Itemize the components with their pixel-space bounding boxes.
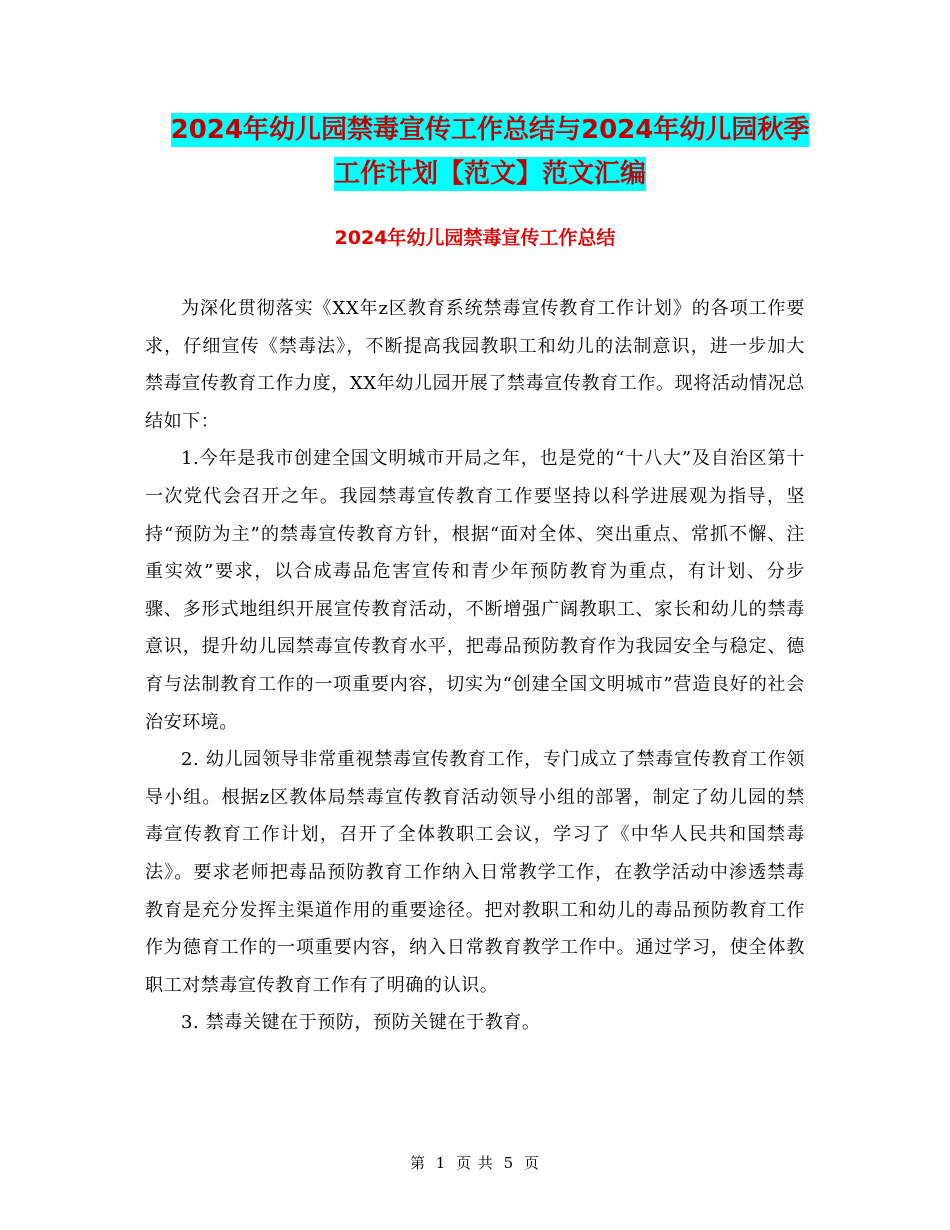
footer-total-pages: 5 bbox=[503, 1154, 515, 1172]
footer-middle: 页 共 bbox=[456, 1154, 494, 1172]
section-title: 2024年幼儿园禁毒宣传工作总结 bbox=[334, 227, 616, 249]
document-title-line-1: 2024年幼儿园禁毒宣传工作总结与2024年幼儿园秋季 bbox=[170, 115, 810, 145]
footer-prefix: 第 bbox=[409, 1154, 426, 1172]
paragraph-1: 1.今年是我市创建全国文明城市开局之年，也是党的“十八大”及自治区第十一次党代会召开之年。我园禁毒宣传教育工作要坚持以科学进展观为指导，坚持“预防为主”的禁毒宣传教育方针，根据“面对全体、突出重点、常抓不懈、注重实效”要求，以合成毒品危害宣传和青少年预防教育为重点，有计划、分步骤、多形式地组织开展宣传教育活动，不断增强广阔教职工、家长和幼儿的禁毒意识，提升幼儿园禁毒宣传教育水平，把毒品预防教育作为我园安全与稳定、德育与法制教育工作的一项重要内容，切实为“创建全国文明城市”营造良好的社会治安环境。 bbox=[145, 448, 805, 733]
document-title-line-2: 工作计划【范文】范文汇编 bbox=[333, 159, 646, 189]
paragraph-3: 3. 禁毒关键在于预防，预防关键在于教育。 bbox=[181, 1012, 541, 1034]
footer-suffix: 页 bbox=[524, 1154, 541, 1172]
document-body bbox=[145, 290, 805, 1042]
footer-page-number: 1 bbox=[435, 1154, 447, 1172]
page-footer bbox=[0, 1152, 950, 1173]
paragraph-intro: 为深化贯彻落实《XX年z区教育系统禁毒宣传教育工作计划》的各项工作要求，仔细宣传《禁毒法》，不断提高我园教职工和幼儿的法制意识，进一步加大禁毒宣传教育工作力度，XX年幼儿园开展了禁毒宣传教育工作。现将活动情况总结如下： bbox=[145, 298, 805, 432]
document-title bbox=[140, 108, 840, 196]
paragraph-2: 2. 幼儿园领导非常重视禁毒宣传教育工作，专门成立了禁毒宣传教育工作领导小组。根据z区教体局禁毒宣传教育活动领导小组的部署，制定了幼儿园的禁毒宣传教育工作计划，召开了全体教职工会议，学习了《中华人民共和国禁毒法》。要求老师把毒品预防教育工作纳入日常教学工作，在教学活动中渗透禁毒教育是充分发挥主渠道作用的重要途径。把对教职工和幼儿的毒品预防教育工作作为德育工作的一项重要内容，纳入日常教育教学工作中。通过学习，使全体教职工对禁毒宣传教育工作有了明确的认识。 bbox=[145, 749, 805, 996]
